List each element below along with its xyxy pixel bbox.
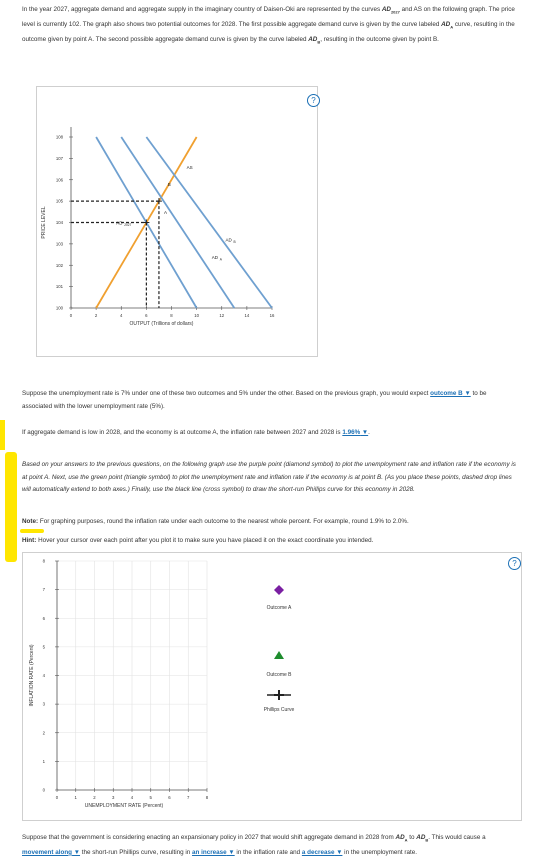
x-tick-label-2: 7	[187, 795, 190, 800]
intro-text-2: and AS on the following graph. The price level is currently 102. The graph also shows two potential outcomes for 2028. The first possible aggregate demand curve is given by the curve labeled	[22, 6, 515, 28]
outcome-a-tool[interactable]	[273, 584, 285, 596]
help-icon[interactable]: ?	[307, 94, 320, 107]
y-axis-title-2: INFLATION RATE (Percent)	[29, 644, 35, 707]
highlighter-mark-2	[5, 452, 17, 562]
x-tick-label-2: 5	[149, 795, 152, 800]
x-tick-label-2: 0	[55, 795, 59, 800]
hint	[22, 535, 518, 548]
y-tick-label-2: 3	[42, 701, 45, 707]
intro-text-3: curve, resulting in the outcome given by point A. The second possible aggregate demand curve is given by the curve labeled	[22, 20, 515, 43]
q3-dropdown-1-value: movement along	[22, 848, 73, 856]
x-tick-label-2: 8	[205, 795, 209, 800]
ad-as-graph-panel	[36, 86, 318, 357]
q3-adb: AD	[416, 834, 426, 841]
y-tick-label-2: 5	[42, 644, 45, 650]
x-tick-label-2: 1	[74, 795, 77, 800]
q2-text-b: .	[368, 429, 370, 436]
q3-text-c: the short-run Phillips curve, resulting in	[80, 848, 193, 856]
point-b-label: B	[167, 182, 171, 188]
y-tick-label-2: 0	[42, 787, 45, 793]
outcome-a-label: Outcome A	[266, 605, 292, 611]
x-tick-label: 6	[145, 313, 148, 318]
x-tick-label-2: 4	[130, 795, 134, 800]
phillips-curve-tool[interactable]	[266, 688, 292, 702]
as-label: AS	[186, 165, 193, 171]
instructions-text: Based on your answers to the previous questions, on the following graph use the purple point (diamond symbol) to plot the unemployment rate and inflation rate if the economy is at point A. Next, use the green point (triangle symbol) to plot the unemployment rate and inflation rate if the economy is at point B. (As you place these points, dashed drop lines will automatically extend to both axes.) Finally, use the black line (cross symbol) to draw the short-run Phillips curve for this economy in 2028.	[22, 461, 516, 493]
adb-curve-label-sub: B	[233, 240, 236, 245]
intro-paragraph	[22, 4, 518, 48]
x-tick-label-2: 6	[168, 795, 171, 800]
y-axis-title: PRICE LEVEL	[41, 206, 47, 239]
y-tick-label: 107	[55, 155, 63, 161]
y-tick-label: 104	[55, 220, 63, 225]
q3-dropdown-1[interactable]: movement along ▼	[22, 848, 81, 856]
ad2027-label: AD	[381, 6, 391, 13]
q3-text-a: Suppose that the government is considering enacting an expansionary policy in 2027 that would shift aggregate demand in 2028 from	[22, 834, 396, 841]
ada-curve-label-sub: A	[219, 257, 222, 262]
q3-to: to	[407, 834, 417, 841]
curve-adb	[146, 137, 272, 308]
outcome-b-label: Outcome B	[266, 672, 292, 678]
q3-text-e: in the unemployment rate.	[342, 848, 417, 856]
q3-dropdown-3[interactable]: a decrease ▼	[301, 848, 343, 856]
q3-text-d: in the inflation rate and	[234, 848, 302, 856]
hint-label: Hint:	[22, 537, 37, 544]
y-tick-label: 102	[55, 262, 63, 268]
y-tick-label-2: 1	[42, 758, 45, 764]
adb-label: AD	[308, 35, 318, 43]
phillips-curve-panel	[22, 552, 522, 821]
ada-curve-label: AD	[211, 254, 218, 260]
ad2027-sub: 2027	[390, 9, 400, 15]
instructions	[22, 459, 518, 497]
highlighter-mark	[0, 420, 5, 450]
q3-ada: AD	[395, 834, 405, 841]
intro-text-1: In the year 2027, aggregate demand and aggregate supply in the imaginary country of Daisen-Oki are represented by the curves	[22, 6, 382, 13]
q3-dropdown-2[interactable]: an increase ▼	[192, 848, 235, 856]
y-tick-label-2: 6	[42, 615, 45, 621]
note	[22, 516, 518, 529]
y-tick-label-2: 8	[42, 558, 45, 564]
phillips-curve-graph[interactable]	[23, 553, 521, 820]
y-tick-label: 100	[55, 305, 63, 311]
x-tick-label: 12	[219, 313, 225, 318]
y-tick-label: 101	[55, 284, 63, 290]
x-tick-label: 14	[244, 313, 250, 318]
y-tick-label: 105	[55, 198, 63, 204]
adb-sub: B	[317, 38, 321, 44]
q3-text-b: . This would cause a	[428, 834, 486, 841]
x-axis-title: OUTPUT (Trillions of dollars)	[129, 321, 194, 327]
q2-dropdown-value: 1.96%	[342, 429, 361, 436]
y-tick-label: 103	[55, 241, 63, 247]
hint-text: Hover your cursor over each point after you plot it to make sure you have placed it on the exact coordinate you intended.	[36, 537, 374, 544]
y-tick-label-2: 4	[42, 673, 45, 678]
q2-text-a: If aggregate demand is low in 2028, and the economy is at outcome A, the inflation rate between 2027 and 2028 is	[22, 429, 343, 436]
question-1	[22, 388, 518, 413]
x-tick-label: 10	[194, 313, 200, 318]
ada-sub: A	[450, 24, 454, 29]
y-tick-label-2: 7	[42, 587, 45, 593]
adb-curve-label: AD	[225, 237, 232, 243]
y-tick-label: 106	[55, 177, 63, 183]
x-tick-label: 0	[69, 313, 73, 318]
q1-text-a: Suppose the unemployment rate is 7% under one of these two outcomes and 5% under the other. Based on the previous graph, you would expect	[22, 390, 431, 397]
note-label: Note:	[22, 518, 39, 525]
x-tick-label-2: 2	[93, 795, 96, 800]
help-icon-2[interactable]: ?	[508, 557, 521, 570]
q2-dropdown[interactable]: 1.96% ▼	[342, 429, 369, 436]
ad-as-graph[interactable]	[37, 87, 317, 356]
highlighter-mark-3	[20, 529, 44, 533]
intro-text-4: , resulting in the outcome given by point B.	[320, 35, 439, 43]
y-tick-label-2: 2	[42, 730, 45, 736]
q3-dropdown-2-value: an increase	[192, 848, 227, 856]
x-tick-label-2: 3	[112, 795, 115, 800]
q3-adb-sub: B	[425, 837, 429, 843]
note-text: For graphing purposes, round the inflation rate under each outcome to the nearest whole percent. For example, round 1.9% to 2.0%.	[38, 518, 409, 525]
q1-dropdown[interactable]: outcome B ▼	[430, 390, 471, 397]
question-3	[22, 832, 518, 859]
y-tick-label: 108	[55, 134, 63, 140]
x-tick-label: 2	[94, 313, 98, 318]
x-axis-title-2: UNEMPLOYMENT RATE (Percent)	[84, 803, 164, 809]
ada-label: AD	[441, 20, 451, 28]
q1-text-b: to be associated with the lower unemployment rate (5%).	[22, 390, 487, 410]
point-a-label: A	[163, 209, 167, 215]
q3-ada-sub: A	[404, 837, 408, 843]
q3-dropdown-3-value: a decrease	[301, 848, 335, 856]
x-tick-label: 8	[170, 313, 173, 318]
x-tick-label: 4	[120, 313, 123, 318]
outcome-b-tool[interactable]	[273, 649, 285, 661]
ad2027-curve-label-sub: 2027	[124, 223, 132, 228]
phillips-curve-label: Phillips Curve	[263, 707, 295, 713]
x-tick-label: 16	[269, 313, 275, 318]
ad2027-curve-label: AD	[116, 220, 123, 226]
q1-dropdown-value: outcome B	[430, 390, 463, 397]
question-2	[22, 427, 518, 440]
